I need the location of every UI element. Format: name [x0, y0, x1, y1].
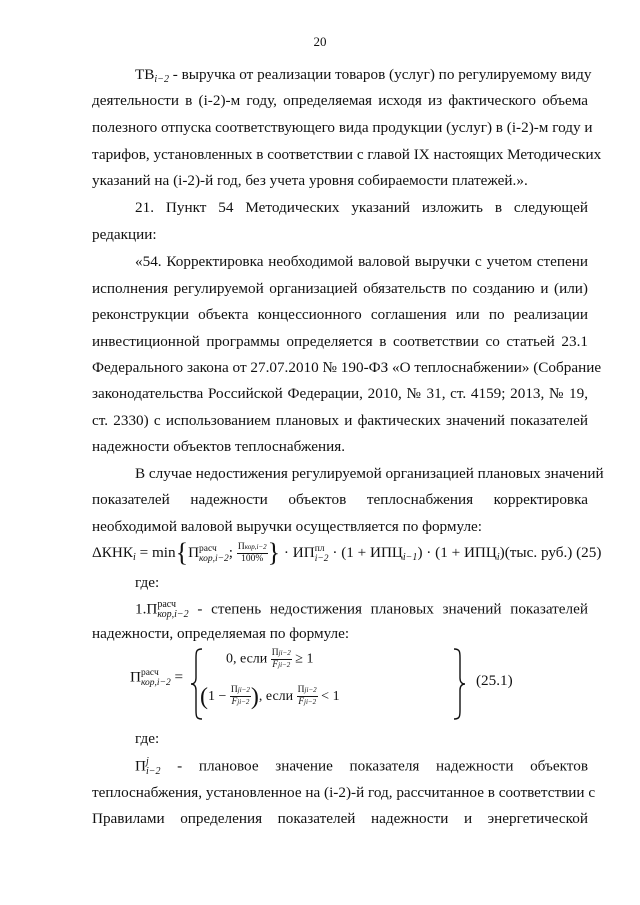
page-number: 20 — [313, 34, 327, 49]
tv-subscript: i−2 — [154, 74, 169, 85]
case-para-line-3: необходимой валовой выручки осуществляется по формуле: — [92, 518, 482, 535]
definition-1-text: - степень недостижения плановых значений показателей — [188, 600, 588, 618]
formula-25-ip-sup: пл — [314, 543, 325, 554]
formula-25-1-lhs-sup: расч — [140, 668, 159, 678]
case-1-den-sub: i−2 — [280, 661, 291, 669]
tv-definition-line-5: указаний на (i-2)-й год, без учета уровня собираемости платежей.». — [92, 172, 528, 189]
formula-25-factor-2: (1 + ИПЦ — [435, 544, 497, 561]
para-54-line-6: законодательства Российской Федерации, 2010, № 31, ст. 4159; 2013, № 19, — [92, 385, 588, 402]
para-54-line-4: инвестиционной программы определяется в соответствии со статьей 23.1 — [92, 333, 588, 350]
case-2-one-minus: 1 − — [208, 689, 227, 704]
formula-25-p-sub: кор,i−2 — [199, 553, 229, 564]
formula-25-number: (25) — [576, 544, 602, 561]
case-2b-den-sup: j — [304, 698, 306, 707]
formula-25-p: П — [188, 544, 200, 561]
case-2b-denominator — [297, 697, 318, 708]
definition-2-line-1 — [135, 757, 588, 777]
fraction-numerator-sub: кор,i−2 — [244, 543, 267, 552]
case-2b-numerator — [297, 685, 318, 697]
para-54-line-2: исполнения регулируемой организацией обязательств по созданию и (или) — [92, 280, 588, 297]
para-54-line-8: надежности объектов теплоснабжения. — [92, 438, 346, 455]
tv-definition-line-3: полезного отпуска соответствующего вида продукции (услуг) в (i-2)-м году и — [92, 119, 593, 136]
case-2a-den-sup: j — [237, 698, 240, 707]
case-1-num-sup: j — [278, 649, 281, 657]
case-1-num-symbol: П — [271, 648, 279, 658]
tv-definition-line-2: деятельности в (i-2)-м году, определяемая исходя из фактического объема — [92, 92, 588, 109]
case-para-line-1: В случае недостижения регулируемой организацией плановых значений — [135, 465, 604, 482]
case-2-fraction-b — [297, 685, 318, 708]
case-2-condition: < 1 — [317, 689, 340, 704]
dot-operator: · — [280, 544, 293, 561]
formula-25-min: = min — [135, 544, 176, 561]
case-2a-numerator — [230, 685, 251, 697]
para-54-line-7: ст. 2330) с использованием плановых и фактических значений показателей — [92, 412, 588, 429]
formula-25-ip: ИП — [292, 544, 315, 561]
case-1-condition: ≥ 1 — [291, 651, 314, 667]
tv-definition-line-1 — [135, 66, 592, 89]
open-brace-icon: { — [175, 538, 189, 567]
fraction-denominator: 100% — [241, 554, 264, 565]
item-21-line-2: редакции: — [92, 226, 157, 243]
case-2b-num-sup: j — [304, 686, 307, 695]
formula-25-factor-1: (1 + ИПЦ — [341, 544, 403, 561]
formula-25-1-eq: = — [170, 668, 184, 686]
tv-symbol: ТВ — [135, 66, 155, 83]
formula-25-p-sup: расч — [199, 543, 217, 554]
right-brace-icon — [452, 648, 466, 720]
definition-2-sup: j — [145, 756, 149, 767]
case-1-num-sub: i−2 — [280, 649, 291, 657]
para-54-line-3: реконструкции объекта концессионного соглашения или по реализации — [92, 306, 588, 323]
formula-25-1-case-2 — [200, 684, 340, 711]
tv-definition-text: - выручка от реализации товаров (услуг) по регулируемому виду — [168, 66, 592, 83]
case-2a-den-symbol: F — [231, 697, 238, 708]
definition-1-indices — [157, 600, 188, 620]
formula-25-lhs-sub: i — [133, 552, 136, 563]
formula-25-factor-1-sub: i−1 — [402, 552, 418, 563]
fraction-numerator-symbol: П — [237, 542, 245, 553]
definition-2-line-3: Правилами определения показателей надежности и энергетической — [92, 810, 588, 827]
formula-25-1-lhs — [130, 668, 183, 688]
definition-2-indices — [146, 757, 161, 777]
fraction-numerator — [237, 542, 268, 554]
formula-25-fraction — [237, 542, 268, 565]
formula-25-1-lhs-indices — [141, 668, 171, 688]
case-2b-num-symbol: П — [297, 685, 305, 696]
case-2a-denominator — [230, 697, 251, 708]
formula-25-ip-indices — [315, 544, 329, 564]
case-2-if: , если — [258, 689, 294, 704]
close-paren: ) · — [417, 544, 436, 561]
case-2b-num-sub: i−2 — [306, 686, 317, 695]
case-2a-num-sup: j — [237, 686, 240, 695]
definition-1-line-2: надежности, определяемая по формуле: — [92, 625, 350, 642]
definition-2-line-2: теплоснабжения, установленное на (i-2)-й год, рассчитанное в соответствии с — [92, 784, 596, 801]
formula-25-lhs: ΔКНК — [92, 544, 133, 561]
formula-25-1-lhs-sub: кор,i−2 — [140, 678, 171, 688]
formula-25-1 — [130, 644, 513, 722]
para-54-line-1: «54. Корректировка необходимой валовой выручки с учетом степени — [135, 253, 588, 270]
definition-2-sub: i−2 — [145, 766, 161, 777]
definition-1-line-1 — [135, 600, 588, 620]
case-2b-den-symbol: F — [298, 697, 305, 708]
open-paren: ( — [200, 684, 208, 710]
definition-2-symbol: П — [135, 757, 146, 775]
case-para-line-2: показателей надежности объектов теплоснабжения корректировка — [92, 491, 588, 508]
case-1-fraction — [271, 648, 292, 671]
semicolon: ; — [228, 544, 237, 561]
case-1-numerator — [271, 648, 292, 660]
formula-25-1-number: (25.1) — [476, 672, 513, 689]
definition-1-sup: расч — [157, 599, 177, 610]
case-1-den-sup: j — [278, 661, 281, 669]
close-paren: ) — [250, 684, 259, 710]
tv-definition-line-4: тарифов, установленных в соответствии с главой IX настоящих Методических — [92, 146, 602, 163]
dot-operator: · — [328, 544, 342, 561]
item-21-line-1: 21. Пункт 54 Методических указаний изложить в следующей — [135, 199, 588, 216]
where-label-2: где: — [135, 730, 160, 747]
where-label-1: где: — [135, 574, 160, 591]
definition-2-text: - плановое значение показателя надежности объектов — [160, 757, 588, 775]
close-brace-icon: } — [267, 538, 281, 567]
case-1-den-symbol: F — [272, 660, 279, 670]
case-1-value: 0, если — [226, 651, 268, 667]
definition-1-sub: кор,i−2 — [157, 609, 189, 620]
definition-1-prefix: 1. — [135, 600, 147, 618]
formula-25-ip-sub: i−2 — [314, 553, 329, 564]
formula-25-units: )(тыс. руб.) — [499, 544, 573, 561]
formula-25-1-case-1 — [226, 648, 313, 671]
case-2a-num-sub: i−2 — [239, 686, 250, 695]
definition-1-symbol: П — [146, 600, 158, 618]
case-1-denominator — [271, 660, 292, 671]
formula-25-factor-2-sub: i — [496, 552, 500, 563]
formula-25-p-indices — [199, 544, 229, 564]
formula-25-1-lhs-symbol: П — [130, 668, 141, 686]
case-2a-num-symbol: П — [230, 685, 238, 696]
case-2a-den-sub: i−2 — [239, 698, 250, 707]
formula-25 — [92, 538, 602, 569]
case-2-fraction-a — [230, 685, 251, 708]
para-54-line-5: Федерального закона от 27.07.2010 № 190-ФЗ «О теплоснабжении» (Собрание — [92, 359, 602, 376]
case-2b-den-sub: i−2 — [305, 698, 317, 707]
